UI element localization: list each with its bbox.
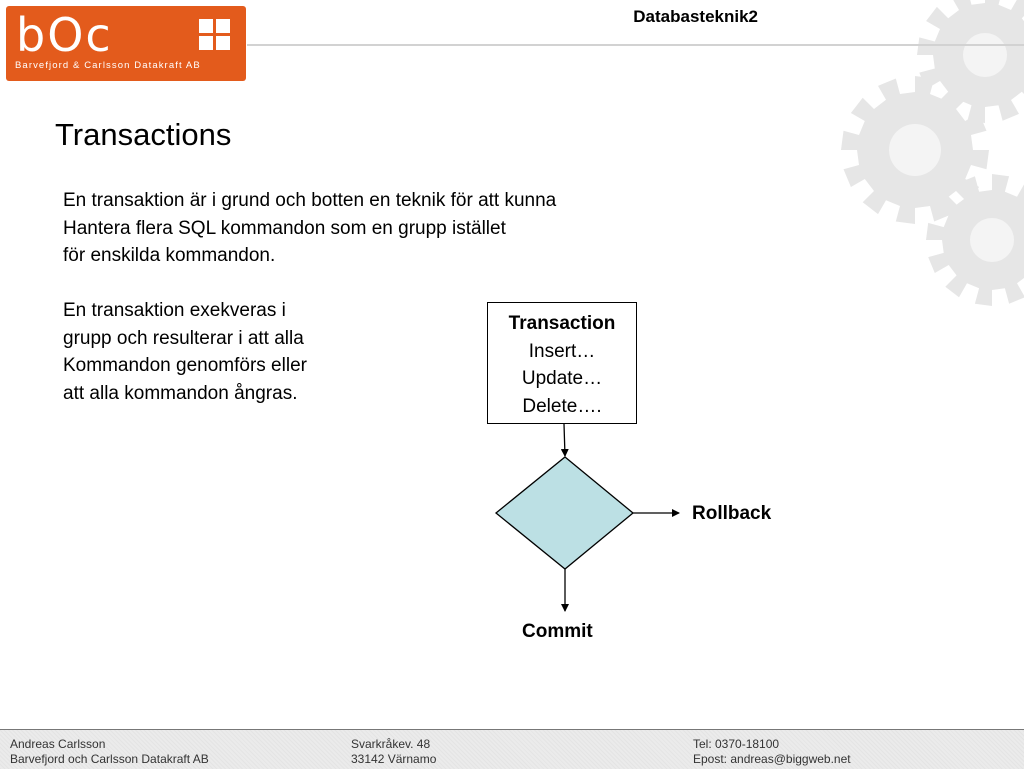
course-title: Databasteknik2 [633,7,758,26]
intro-line: Hantera flera SQL kommandon som en grupp istället [63,217,506,239]
transaction-box-title: Transaction [508,313,616,334]
footer-contact-info [693,737,851,767]
footer-text: Andreas Carlsson [10,737,106,751]
footer-text: 33142 Värnamo [351,752,437,766]
logo-wordmark: bOc [16,8,113,62]
transaction-box-line: Insert… [528,340,596,362]
footer-text: Epost: andreas@biggweb.net [693,752,851,766]
box-to-decision-arrow [564,424,565,456]
footer-text: Tel: 0370-18100 [693,737,780,751]
explanation-line: grupp och resulterar i att alla [63,327,304,349]
explanation-line: att alla kommandon ångras. [63,382,298,404]
footer-address [351,737,436,767]
intro-line: för enskilda kommandon. [63,245,276,266]
intro-line: En transaktion är i grund och botten en teknik för att kunna [63,190,557,211]
transaction-box-line: Delete…. [522,395,602,417]
slide-title: Transactions [55,117,232,152]
decision-diamond [496,457,633,569]
transaction-box [487,302,637,424]
transaction-box-line: Update… [521,368,603,389]
commit-label: Commit [522,621,593,642]
footer-text: Svarkråkev. 48 [351,737,431,751]
explanation-line: En transaktion exekveras i [63,300,286,321]
rollback-label: Rollback [692,503,772,524]
logo-tagline: Barvefjord & Carlsson Datakraft AB [15,60,201,71]
footer-text: Barvefjord och Carlsson Datakraft AB [10,752,209,766]
explanation-line: Kommandon genomförs eller [63,355,307,376]
footer-contact-name [10,737,209,767]
footer-bar [0,729,1024,769]
